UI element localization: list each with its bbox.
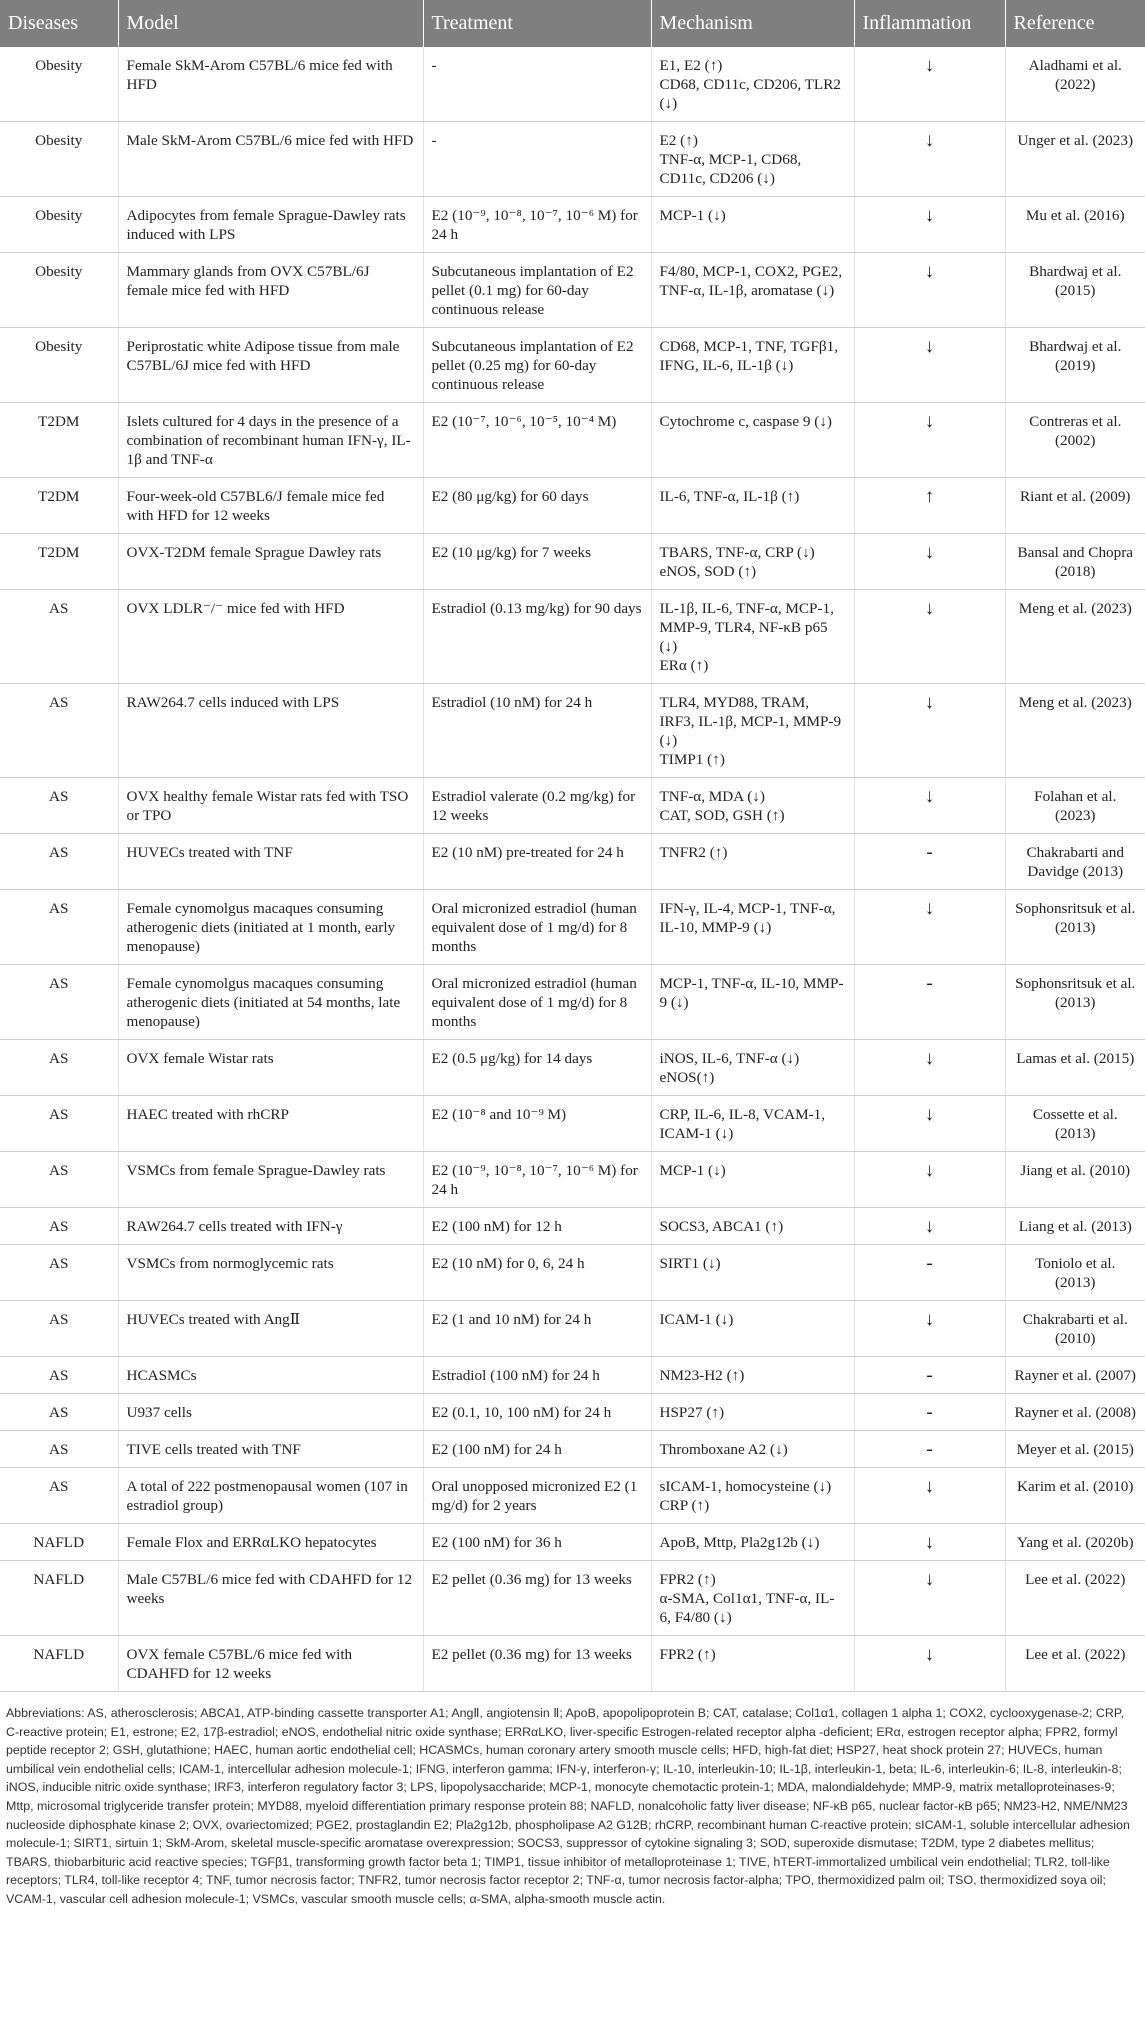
reference-cell: Riant et al. (2009) [1005, 478, 1145, 534]
inflammation-cell: ↓ [854, 1301, 1005, 1357]
inflammation-cell: ↓ [854, 1561, 1005, 1636]
disease-cell: AS [0, 1245, 118, 1301]
model-cell: Female SkM-Arom C57BL/6 mice fed with HFD [118, 47, 423, 122]
inflammation-cell: ↓ [854, 1152, 1005, 1208]
reference-cell: Bansal and Chopra (2018) [1005, 534, 1145, 590]
inflammation-cell: ↓ [854, 1636, 1005, 1692]
disease-cell: AS [0, 834, 118, 890]
treatment-cell: E2 (10 nM) pre-treated for 24 h [423, 834, 651, 890]
reference-cell: Yang et al. (2020b) [1005, 1524, 1145, 1561]
table-row [0, 1431, 1145, 1468]
treatment-cell: E2 (0.1, 10, 100 nM) for 24 h [423, 1394, 651, 1431]
model-cell: Periprostatic white Adipose tissue from male C57BL/6J mice fed with HFD [118, 328, 423, 403]
table-row [0, 1468, 1145, 1524]
disease-cell: NAFLD [0, 1524, 118, 1561]
reference-cell: Meyer et al. (2015) [1005, 1431, 1145, 1468]
mechanism-cell: Cytochrome c, caspase 9 (↓) [651, 403, 854, 478]
model-cell: HUVECs treated with TNF [118, 834, 423, 890]
disease-cell: AS [0, 1357, 118, 1394]
mechanism-cell: TLR4, MYD88, TRAM, IRF3, IL-1β, MCP-1, MMP-9 (↓) TIMP1 (↑) [651, 684, 854, 778]
reference-cell: Toniolo et al. (2013) [1005, 1245, 1145, 1301]
inflammation-cell: ↓ [854, 590, 1005, 684]
mechanism-cell: IL-6, TNF-α, IL-1β (↑) [651, 478, 854, 534]
table-row [0, 590, 1145, 684]
table-row [0, 1357, 1145, 1394]
reference-cell: Contreras et al. (2002) [1005, 403, 1145, 478]
disease-cell: T2DM [0, 478, 118, 534]
inflammation-cell: - [854, 1245, 1005, 1301]
model-cell: Male SkM-Arom C57BL/6 mice fed with HFD [118, 122, 423, 197]
reference-cell: Liang et al. (2013) [1005, 1208, 1145, 1245]
table-row [0, 684, 1145, 778]
reference-cell: Sophonsritsuk et al. (2013) [1005, 890, 1145, 965]
model-cell: RAW264.7 cells induced with LPS [118, 684, 423, 778]
treatment-cell: Subcutaneous implantation of E2 pellet (0.1 mg) for 60-day continuous release [423, 253, 651, 328]
disease-cell: NAFLD [0, 1561, 118, 1636]
disease-cell: Obesity [0, 197, 118, 253]
reference-cell: Chakrabarti and Davidge (2013) [1005, 834, 1145, 890]
mechanism-cell: TNFR2 (↑) [651, 834, 854, 890]
treatment-cell: Oral micronized estradiol (human equivalent dose of 1 mg/d) for 8 months [423, 890, 651, 965]
header-inflammation: Inflammation [854, 0, 1005, 47]
treatment-cell: E2 (100 nM) for 36 h [423, 1524, 651, 1561]
mechanism-cell: sICAM-1, homocysteine (↓) CRP (↑) [651, 1468, 854, 1524]
reference-cell: Mu et al. (2016) [1005, 197, 1145, 253]
table-row [0, 1208, 1145, 1245]
table-row [0, 1394, 1145, 1431]
reference-cell: Meng et al. (2023) [1005, 684, 1145, 778]
model-cell: TIVE cells treated with TNF [118, 1431, 423, 1468]
inflammation-cell: ↓ [854, 122, 1005, 197]
table-row [0, 965, 1145, 1040]
reference-cell: Chakrabarti et al. (2010) [1005, 1301, 1145, 1357]
model-cell: Male C57BL/6 mice fed with CDAHFD for 12 weeks [118, 1561, 423, 1636]
inflammation-cell: - [854, 965, 1005, 1040]
table-row [0, 47, 1145, 122]
mechanism-cell: CRP, IL-6, IL-8, VCAM-1, ICAM-1 (↓) [651, 1096, 854, 1152]
table-row [0, 1096, 1145, 1152]
disease-cell: AS [0, 1431, 118, 1468]
mechanism-cell: FPR2 (↑) [651, 1636, 854, 1692]
mechanism-cell: E1, E2 (↑) CD68, CD11c, CD206, TLR2 (↓) [651, 47, 854, 122]
table-row [0, 1301, 1145, 1357]
disease-cell: AS [0, 1394, 118, 1431]
disease-cell: AS [0, 1152, 118, 1208]
model-cell: Four-week-old C57BL6/J female mice fed with HFD for 12 weeks [118, 478, 423, 534]
disease-cell: Obesity [0, 328, 118, 403]
treatment-cell: Oral micronized estradiol (human equivalent dose of 1 mg/d) for 8 months [423, 965, 651, 1040]
disease-cell: AS [0, 1208, 118, 1245]
treatment-cell: - [423, 122, 651, 197]
model-cell: Female cynomolgus macaques consuming atherogenic diets (initiated at 54 months, late menopause) [118, 965, 423, 1040]
reference-cell: Lamas et al. (2015) [1005, 1040, 1145, 1096]
inflammation-cell: ↓ [854, 1040, 1005, 1096]
model-cell: Mammary glands from OVX C57BL/6J female mice fed with HFD [118, 253, 423, 328]
reference-cell: Sophonsritsuk et al. (2013) [1005, 965, 1145, 1040]
mechanism-cell: HSP27 (↑) [651, 1394, 854, 1431]
treatment-cell: Oral unopposed micronized E2 (1 mg/d) for 2 years [423, 1468, 651, 1524]
model-cell: Female Flox and ERRαLKO hepatocytes [118, 1524, 423, 1561]
table-row [0, 403, 1145, 478]
model-cell: OVX LDLR⁻/⁻ mice fed with HFD [118, 590, 423, 684]
inflammation-cell: ↓ [854, 1096, 1005, 1152]
mechanism-cell: TBARS, TNF-α, CRP (↓) eNOS, SOD (↑) [651, 534, 854, 590]
inflammation-cell: ↑ [854, 478, 1005, 534]
mechanism-cell: F4/80, MCP-1, COX2, PGE2, TNF-α, IL-1β, aromatase (↓) [651, 253, 854, 328]
model-cell: VSMCs from normoglycemic rats [118, 1245, 423, 1301]
treatment-cell: E2 (10 μg/kg) for 7 weeks [423, 534, 651, 590]
model-cell: VSMCs from female Sprague-Dawley rats [118, 1152, 423, 1208]
mechanism-cell: MCP-1 (↓) [651, 197, 854, 253]
table-row [0, 834, 1145, 890]
model-cell: Adipocytes from female Sprague-Dawley rats induced with LPS [118, 197, 423, 253]
treatment-cell: E2 pellet (0.36 mg) for 13 weeks [423, 1561, 651, 1636]
inflammation-cell: ↓ [854, 890, 1005, 965]
reference-cell: Rayner et al. (2007) [1005, 1357, 1145, 1394]
disease-cell: T2DM [0, 534, 118, 590]
treatment-cell: E2 (10⁻⁸ and 10⁻⁹ M) [423, 1096, 651, 1152]
model-cell: HUVECs treated with AngⅡ [118, 1301, 423, 1357]
reference-cell: Bhardwaj et al. (2019) [1005, 328, 1145, 403]
mechanism-cell: MCP-1, TNF-α, IL-10, MMP-9 (↓) [651, 965, 854, 1040]
table-row [0, 1152, 1145, 1208]
disease-cell: AS [0, 1040, 118, 1096]
mechanism-cell: MCP-1 (↓) [651, 1152, 854, 1208]
disease-cell: AS [0, 1096, 118, 1152]
model-cell: A total of 222 postmenopausal women (107 in estradiol group) [118, 1468, 423, 1524]
inflammation-cell: - [854, 1431, 1005, 1468]
reference-cell: Jiang et al. (2010) [1005, 1152, 1145, 1208]
treatment-cell: E2 (80 μg/kg) for 60 days [423, 478, 651, 534]
treatment-cell: E2 (100 nM) for 24 h [423, 1431, 651, 1468]
reference-cell: Lee et al. (2022) [1005, 1636, 1145, 1692]
header-diseases: Diseases [0, 0, 118, 47]
treatment-cell: E2 (100 nM) for 12 h [423, 1208, 651, 1245]
reference-cell: Meng et al. (2023) [1005, 590, 1145, 684]
table-row [0, 1636, 1145, 1692]
treatment-cell: Estradiol (10 nM) for 24 h [423, 684, 651, 778]
mechanism-cell: iNOS, IL-6, TNF-α (↓) eNOS(↑) [651, 1040, 854, 1096]
mechanism-cell: ApoB, Mttp, Pla2g12b (↓) [651, 1524, 854, 1561]
disease-cell: AS [0, 890, 118, 965]
reference-cell: Lee et al. (2022) [1005, 1561, 1145, 1636]
model-cell: Female cynomolgus macaques consuming atherogenic diets (initiated at 1 month, early menopause) [118, 890, 423, 965]
reference-cell: Cossette et al. (2013) [1005, 1096, 1145, 1152]
disease-cell: AS [0, 1468, 118, 1524]
treatment-cell: E2 (10⁻⁹, 10⁻⁸, 10⁻⁷, 10⁻⁶ M) for 24 h [423, 197, 651, 253]
inflammation-cell: ↓ [854, 47, 1005, 122]
treatment-cell: E2 (1 and 10 nM) for 24 h [423, 1301, 651, 1357]
model-cell: OVX female Wistar rats [118, 1040, 423, 1096]
header-treatment: Treatment [423, 0, 651, 47]
mechanism-cell: IL-1β, IL-6, TNF-α, MCP-1, MMP-9, TLR4, NF-κB p65 (↓) ERα (↑) [651, 590, 854, 684]
model-cell: OVX healthy female Wistar rats fed with TSO or TPO [118, 778, 423, 834]
disease-cell: AS [0, 1301, 118, 1357]
reference-cell: Rayner et al. (2008) [1005, 1394, 1145, 1431]
inflammation-cell: ↓ [854, 778, 1005, 834]
header-mechanism: Mechanism [651, 0, 854, 47]
disease-cell: T2DM [0, 403, 118, 478]
model-cell: HAEC treated with rhCRP [118, 1096, 423, 1152]
table-row [0, 328, 1145, 403]
mechanism-cell: E2 (↑) TNF-α, MCP-1, CD68, CD11c, CD206 (↓) [651, 122, 854, 197]
inflammation-cell: ↓ [854, 1208, 1005, 1245]
treatment-cell: E2 (10⁻⁷, 10⁻⁶, 10⁻⁵, 10⁻⁴ M) [423, 403, 651, 478]
table-row [0, 478, 1145, 534]
treatment-cell: E2 (10⁻⁹, 10⁻⁸, 10⁻⁷, 10⁻⁶ M) for 24 h [423, 1152, 651, 1208]
mechanism-cell: Thromboxane A2 (↓) [651, 1431, 854, 1468]
model-cell: U937 cells [118, 1394, 423, 1431]
disease-cell: Obesity [0, 122, 118, 197]
mechanism-cell: NM23-H2 (↑) [651, 1357, 854, 1394]
model-cell: HCASMCs [118, 1357, 423, 1394]
disease-cell: AS [0, 590, 118, 684]
treatment-cell: Subcutaneous implantation of E2 pellet (0.25 mg) for 60-day continuous release [423, 328, 651, 403]
disease-cell: AS [0, 965, 118, 1040]
header-reference: Reference [1005, 0, 1145, 47]
treatment-cell: - [423, 47, 651, 122]
disease-cell: AS [0, 684, 118, 778]
reference-cell: Karim et al. (2010) [1005, 1468, 1145, 1524]
abbreviations-footnote: Abbreviations: AS, atherosclerosis; ABCA1, ATP-binding cassette transporter A1; AngⅡ, angiotensin Ⅱ; ApoB, apopolipoprotein B; CAT, catalase; Col1α1, collagen 1 alpha 1; COX2, cyclooxygenase-2; CRP, C-reactive protein; E1, estrone; E2, 17β-estradiol; eNOS, endothelial nitric oxide synthase; ERRαLKO, liver-specific Estrogen-related receptor alpha -deficient; ERα, estrogen receptor alpha; FPR2, formyl peptide receptor 2; GSH, glutathione; HAEC, human aortic endothelial cell; HCASMCs, human coronary artery smooth muscle cells; HFD, high-fat diet; HSP27, heat shock protein 27; HUVECs, human umbilical vein endothelial cells; ICAM-1, intercellular adhesion molecule-1; IFNG, interferon gamma; IFN-γ, interferon-γ; IL-10, interleukin-10; IL-1β, interleukin-1, beta; IL-6, interleukin-6; IL-8, interleukin-8; iNOS, inducible nitric oxide synthase; IRF3, interferon regulatory factor 3; LPS, lipopolysaccharide; MCP-1, monocyte chemotactic protein-1; MDA, malondialdehyde; MMP-9, matrix metalloproteinases-9; Mttp, microsomal triglyceride transfer protein; MYD88, myeloid differentiation primary response protein 88; NAFLD, nonalcoholic fatty liver disease; NF-κB p65, nuclear factor-κB p65; NM23-H2, NME/NM23 nucleoside diphosphate kinase 2; OVX, ovariectomized; PGE2, prostaglandin E2; Pla2g12b, phospholipase A2 G12B; rhCRP, recombinant human C-reactive protein; sICAM-1, soluble intercellular adhesion molecule-1; SIRT1, sirtuin 1; SkM-Arom, skeletal muscle-specific aromatase overexpression; SOCS3, suppressor of cytokine signaling 3; SOD, superoxide dismutase; T2DM, type 2 diabetes mellitus; TBARS, thiobarbituric acid reactive species; TGFβ1, transforming growth factor beta 1; TIMP1, tissue inhibitor of metalloproteinase 1; TIVE, hTERT-immortalized umbilical vein endothelial; TLR2, toll-like receptors; TLR4, toll-like receptor 4; TNF, tumor necrosis factor; TNFR2, tumor necrosis factor receptor 2; TNF-α, tumor necrosis factor-alpha; TPO, thermoxidized palm oil; TSO, thermoxidized soya oil; VCAM-1, vascular cell adhesion molecule-1; VSMCs, vascular smooth muscle cells; α-SMA, alpha-smooth muscle actin. [6, 1706, 1130, 1906]
model-cell: RAW264.7 cells treated with IFN-γ [118, 1208, 423, 1245]
table-row [0, 1245, 1145, 1301]
disease-cell: Obesity [0, 47, 118, 122]
table-row [0, 778, 1145, 834]
treatment-cell: Estradiol (0.13 mg/kg) for 90 days [423, 590, 651, 684]
inflammation-cell: ↓ [854, 328, 1005, 403]
table-row [0, 1524, 1145, 1561]
reference-cell: Aladhami et al. (2022) [1005, 47, 1145, 122]
table-row [0, 1561, 1145, 1636]
inflammation-cell: ↓ [854, 1524, 1005, 1561]
header-row [0, 0, 1145, 47]
treatment-cell: E2 (0.5 μg/kg) for 14 days [423, 1040, 651, 1096]
reference-cell: Unger et al. (2023) [1005, 122, 1145, 197]
treatment-cell: Estradiol valerate (0.2 mg/kg) for 12 weeks [423, 778, 651, 834]
header-model: Model [118, 0, 423, 47]
table-row [0, 122, 1145, 197]
table-row [0, 1040, 1145, 1096]
mechanism-cell: ICAM-1 (↓) [651, 1301, 854, 1357]
model-cell: Islets cultured for 4 days in the presence of a combination of recombinant human IFN-γ, IL-1β and TNF-α [118, 403, 423, 478]
table-row [0, 253, 1145, 328]
disease-cell: AS [0, 778, 118, 834]
reference-cell: Bhardwaj et al. (2015) [1005, 253, 1145, 328]
mechanism-cell: CD68, MCP-1, TNF, TGFβ1, IFNG, IL-6, IL-1β (↓) [651, 328, 854, 403]
mechanism-cell: SIRT1 (↓) [651, 1245, 854, 1301]
inflammation-cell: - [854, 1357, 1005, 1394]
inflammation-cell: ↓ [854, 197, 1005, 253]
inflammation-cell: - [854, 834, 1005, 890]
inflammation-cell: ↓ [854, 684, 1005, 778]
model-cell: OVX female C57BL/6 mice fed with CDAHFD for 12 weeks [118, 1636, 423, 1692]
treatment-cell: Estradiol (100 nM) for 24 h [423, 1357, 651, 1394]
inflammation-cell: - [854, 1394, 1005, 1431]
inflammation-cell: ↓ [854, 253, 1005, 328]
model-cell: OVX-T2DM female Sprague Dawley rats [118, 534, 423, 590]
inflammation-cell: ↓ [854, 534, 1005, 590]
mechanism-cell: TNF-α, MDA (↓) CAT, SOD, GSH (↑) [651, 778, 854, 834]
treatment-cell: E2 (10 nM) for 0, 6, 24 h [423, 1245, 651, 1301]
disease-cell: NAFLD [0, 1636, 118, 1692]
table-row [0, 534, 1145, 590]
inflammation-cell: ↓ [854, 1468, 1005, 1524]
mechanism-cell: FPR2 (↑) α-SMA, Col1α1, TNF-α, IL-6, F4/80 (↓) [651, 1561, 854, 1636]
disease-cell: Obesity [0, 253, 118, 328]
reference-cell: Folahan et al. (2023) [1005, 778, 1145, 834]
inflammation-cell: ↓ [854, 403, 1005, 478]
mechanism-cell: SOCS3, ABCA1 (↑) [651, 1208, 854, 1245]
treatment-cell: E2 pellet (0.36 mg) for 13 weeks [423, 1636, 651, 1692]
table-row [0, 890, 1145, 965]
table-row [0, 197, 1145, 253]
mechanism-cell: IFN-γ, IL-4, MCP-1, TNF-α, IL-10, MMP-9 (↓) [651, 890, 854, 965]
table-body [0, 47, 1145, 1692]
